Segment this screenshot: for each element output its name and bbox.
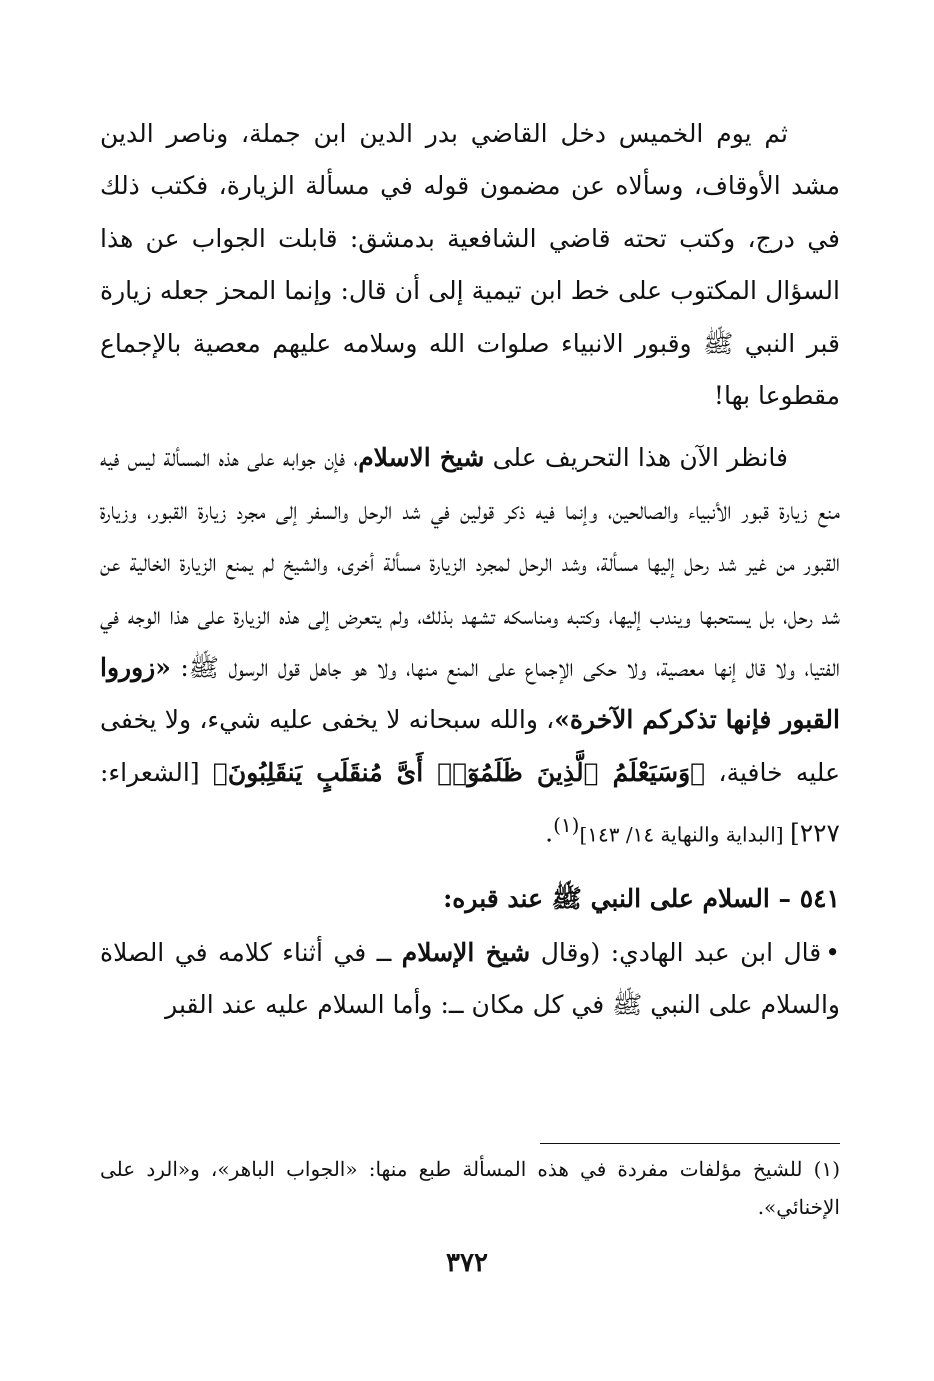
section-title: – السلام على النبي ﷺ عند قبره:: [443, 884, 791, 914]
source-reference: [البداية والنهاية ١٤/ ١٤٣]: [579, 822, 790, 847]
sheikh-al-islam-term: شيخ الاسلام: [358, 443, 485, 473]
hadith-quote: «زوروا القبور فإنها تذكركم الآخرة»: [100, 653, 840, 735]
bullet-icon: •: [825, 938, 840, 968]
paragraph-3: [100, 927, 840, 1032]
sheikh-al-islam-term-2: شيخ الإسلام: [401, 938, 531, 968]
paragraph-3-part2: ــ في أثناء كلامه في الصلاة والسلام على النبي ﷺ في كل مكان ــ: وأما السلام عليه عند القبر: [100, 938, 840, 1020]
paragraph-1: [100, 108, 840, 422]
footnote-number: (١): [813, 1157, 840, 1181]
page-number: ٣٧٢: [446, 1248, 488, 1278]
paragraph-1-text: ثم يوم الخميس دخل القاضي بدر الدين ابن جملة، وناصر الدين مشد الأوقاف، وسألاه عن مضمون قوله في مسألة الزيارة، فكتب ذلك في درج، وكتب تحته قاضي الشافعية بدمشق: قابلت الجواب عن هذا السؤال المكتوب على خط ابن تيمية إلى أن قال: وإنما المحز جعله زيارة قبر النبي ﷺ وقبور الانبياء صلوات الله وسلامه عليهم معصية بالإجماع مقطوعا بها!: [100, 119, 840, 411]
section-heading: [100, 873, 840, 925]
paragraph-2: [100, 432, 840, 861]
footnote-marker: (١): [553, 813, 580, 838]
footnote-text: للشيخ مؤلفات مفردة في هذه المسألة طبع منها: «الجواب الباهر»، و«الرد على الإخنائي».: [100, 1157, 840, 1219]
page-body: [100, 108, 840, 1032]
quran-reference: [الشعراء: ٢٢٧]: [100, 757, 840, 848]
paragraph-2-body: ، فإن جوابه على هذه المسألة ليس فيه منع زيارة قبور الأنبياء والصالحين، وإنما فيه ذكر قولين في شد الرحل والسفر إلى مجرد زيارة القبور، وزيارة القبور من غير شد رحل إليها مسألة، وشد الرحل لمجرد الزيارة مسألة أخرى، والشيخ لم يمنع الزيارة الخالية عن شد رحل، بل يستحبها ويندب إليها، وكتبه ومناسكه تشهد بذلك، ولم يتعرض إلى هذه الزيارة على هذا الوجه في الفتيا، ولا قال إنها معصية، ولا حكى الإجماع على المنع منها، ولا هو جاهل قول الرسول ﷺ:: [100, 443, 840, 683]
footnote: [100, 1150, 840, 1226]
section-number: ٥٤١: [799, 884, 840, 914]
paragraph-2-after-hadith: ، والله سبحانه لا يخفى عليه شيء، ولا يخفى عليه خافية،: [100, 705, 840, 787]
paragraph-2-end: .: [545, 818, 554, 848]
quran-verse: ﴿وَسَيَعْلَمُ ٱلَّذِينَ ظَلَمُوٓا۟ أَىَّ مُنقَلَبٍ يَنقَلِبُونَ﴾: [212, 757, 706, 787]
paragraph-2-intro: فانظر الآن هذا التحريف على: [492, 443, 788, 473]
footnote-divider: [540, 1143, 840, 1144]
paragraph-3-part1: قال ابن عبد الهادي: (وقال: [540, 938, 822, 968]
